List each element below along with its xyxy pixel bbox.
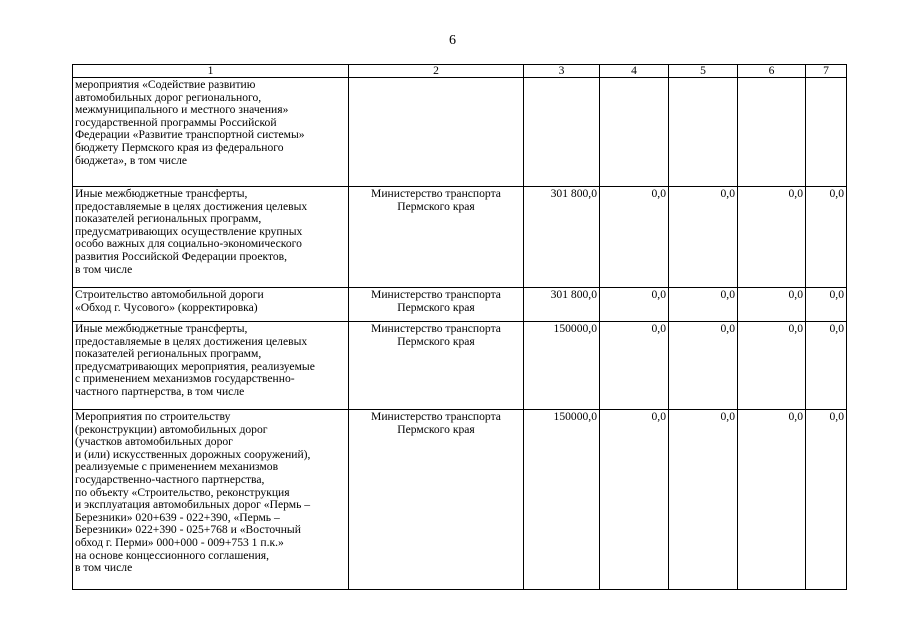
column-header-row	[73, 65, 847, 78]
row-amount: 301 800,0	[524, 288, 600, 322]
table-row	[73, 288, 847, 322]
row-executor	[349, 78, 524, 187]
row-amount: 150000,0	[524, 410, 600, 590]
row-executor: Министерство транспорта Пермского края	[349, 288, 524, 322]
column-header-4: 4	[600, 65, 669, 78]
row-value-4: 0,0	[600, 187, 669, 288]
row-executor: Министерство транспорта Пермского края	[349, 187, 524, 288]
table-row	[73, 322, 847, 410]
row-value-5: 0,0	[669, 187, 738, 288]
row-value-4: 0,0	[600, 410, 669, 590]
row-executor: Министерство транспорта Пермского края	[349, 410, 524, 590]
column-header-7: 7	[806, 65, 847, 78]
row-amount: 150000,0	[524, 322, 600, 410]
column-header-5: 5	[669, 65, 738, 78]
row-value-4: 0,0	[600, 322, 669, 410]
row-value-5: 0,0	[669, 322, 738, 410]
row-value-7	[806, 78, 847, 187]
row-value-6	[738, 78, 806, 187]
row-value-6: 0,0	[738, 187, 806, 288]
row-value-7: 0,0	[806, 322, 847, 410]
row-value-5: 0,0	[669, 410, 738, 590]
table-row	[73, 410, 847, 590]
row-description: Мероприятия по строительству (реконструкции) автомобильных дорог (участков автомобильных дорог и (или) искусственных дорожных сооружений), реализуемые с применением механизмов государственно-частного партнерства, по объекту «Строительство, реконструкция и эксплуатация автомобильных дорог «Пермь – Березники» 020+639 - 022+390, «Пермь – Березники» 022+390 - 025+768 и «Восточный обход г. Перми» 000+000 - 009+753 1 п.к.» на основе концессионного соглашения, в том числе	[73, 410, 349, 590]
column-header-6: 6	[738, 65, 806, 78]
row-value-7: 0,0	[806, 410, 847, 590]
row-value-6: 0,0	[738, 322, 806, 410]
row-executor: Министерство транспорта Пермского края	[349, 322, 524, 410]
page-number: 6	[449, 33, 456, 48]
column-header-1: 1	[73, 65, 349, 78]
row-value-7: 0,0	[806, 288, 847, 322]
row-value-6: 0,0	[738, 288, 806, 322]
row-value-4	[600, 78, 669, 187]
row-value-5: 0,0	[669, 288, 738, 322]
row-description: Строительство автомобильной дороги «Обход г. Чусового» (корректировка)	[73, 288, 349, 322]
row-description: Иные межбюджетные трансферты, предоставляемые в целях достижения целевых показателей региональных программ, предусматривающих мероприятия, реализуемые с применением механизмов государственно- частного партнерства, в том числе	[73, 322, 349, 410]
row-amount	[524, 78, 600, 187]
row-description: Иные межбюджетные трансферты, предоставляемые в целях достижения целевых показателей региональных программ, предусматривающих осуществление крупных особо важных для социально-экономического развития Российской Федерации проектов, в том числе	[73, 187, 349, 288]
column-header-3: 3	[524, 65, 600, 78]
row-amount: 301 800,0	[524, 187, 600, 288]
row-description: мероприятия «Содействие развитию автомобильных дорог регионального, межмуниципального и местного значения» государственной программы Российской Федерации «Развитие транспортной системы» бюджету Пермского края из федерального бюджета», в том числе	[73, 78, 349, 187]
budget-table	[72, 64, 847, 590]
column-header-2: 2	[349, 65, 524, 78]
table-row	[73, 78, 847, 187]
row-value-7: 0,0	[806, 187, 847, 288]
table-row	[73, 187, 847, 288]
row-value-4: 0,0	[600, 288, 669, 322]
row-value-5	[669, 78, 738, 187]
row-value-6: 0,0	[738, 410, 806, 590]
